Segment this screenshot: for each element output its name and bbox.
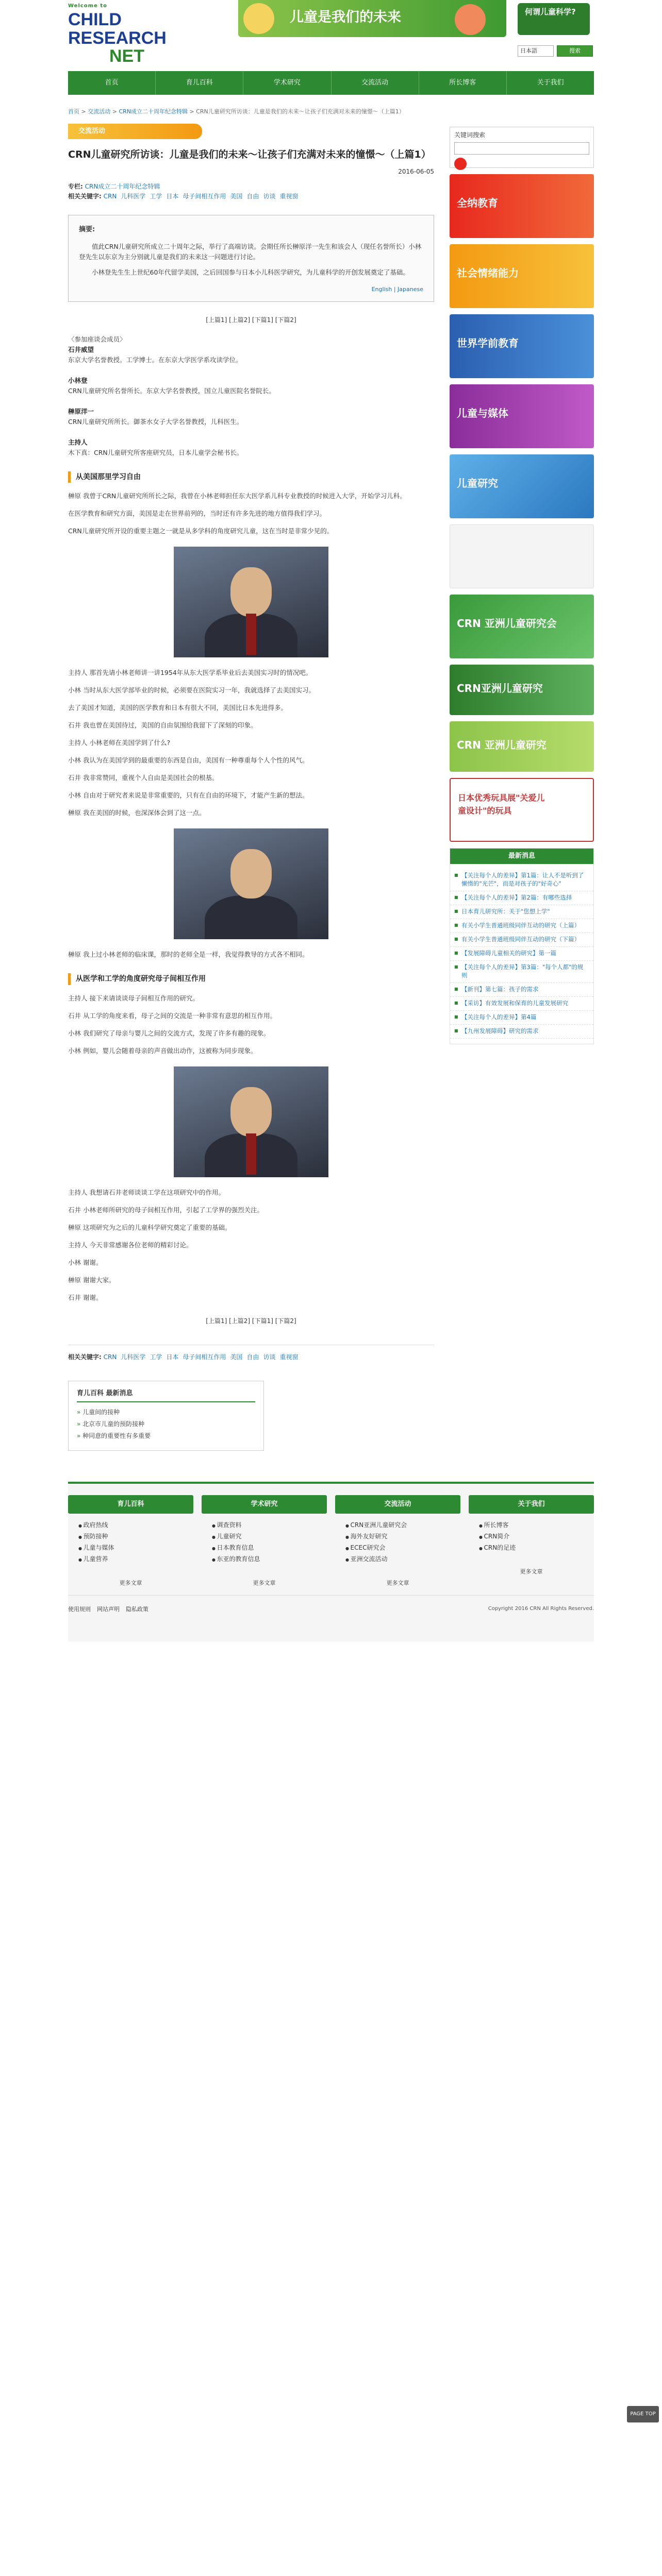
keyword-link[interactable]: 儿科医学 [121, 1353, 146, 1361]
keyword-link[interactable]: 美国 [230, 192, 243, 200]
breadcrumb-current: CRN儿童研究所访谈：儿童是我们的未来〜让孩子们充满对未来的憧憬〜（上篇1） [196, 108, 405, 115]
footer-more-link[interactable]: 更多文章 [386, 1580, 409, 1587]
keyword-link[interactable]: 访谈 [263, 192, 276, 200]
footer-bottom-link[interactable]: 使用规则 [68, 1605, 91, 1613]
latest-item[interactable]: ■ 【九州发展障碍】研究的需求 [450, 1025, 593, 1039]
special-link[interactable]: CRN成立二十周年纪念特辑 [85, 182, 160, 190]
participant-name: 石井威望 [68, 345, 94, 353]
banner-title: 儿童是我们的未来 [290, 9, 401, 25]
search-title: 关键词搜索 [454, 131, 486, 139]
interview-photo [174, 828, 328, 939]
article-paragraph: 主持人 今天非常感谢各位老师的精彩讨论。 [68, 1241, 193, 1249]
latest-item[interactable]: ■ 有关小学生普通班级同伴互动的研究（上篇） [450, 919, 593, 933]
language-links: English | Japanese [371, 285, 423, 293]
article-paragraph: 小林 当时从东大医学部毕业的时候，必须要在医院实习一年，我就选择了去美国实习。 [68, 686, 315, 694]
footer-link[interactable]: ● 儿童营养 [78, 1554, 193, 1565]
article-paragraph: 榊原 我曾于CRN儿童研究所所长之际，我曾在小林老师担任东大医学系儿科专业教授的时候进入大学，开始学习儿科。 [68, 492, 406, 500]
latest-item[interactable]: ■ 有关小学生普通班级同伴互动的研究（下篇） [450, 933, 593, 947]
participant-name: 小林登 [68, 376, 88, 384]
footer-bottom [68, 1595, 594, 1623]
footer-link[interactable]: ● 所长博客 [479, 1520, 594, 1531]
banner-crn-asia-2[interactable]: CRN亚洲儿童研究 [450, 665, 594, 715]
article-paragraph: 小林 自由对于研究者来说是非常重要的，只有在自由的环境下，才能产生新的想法。 [68, 791, 309, 800]
latest-item[interactable]: ■ 日本育儿研究所：关于"您想上学" [450, 905, 593, 919]
article-date: 2016-06-05 [398, 167, 434, 175]
footer-col-parenting [68, 1495, 193, 1588]
footer-bottom-link[interactable]: 网站声明 [97, 1605, 120, 1613]
footer-more-link[interactable]: 更多文章 [253, 1580, 276, 1587]
abstract-text: 值此CRN儿童研究所成立二十周年之际，举行了高端访谈。会期任所长榊原洋一先生和该会人（现任名誉所长）小林登先生以东京为主分别就儿童是我们的未来这一问题进行讨论。 [79, 242, 422, 261]
page-top-button[interactable]: PAGE TOP [627, 2406, 659, 2422]
footer-col-about [469, 1495, 594, 1588]
search-button[interactable]: 搜索 [557, 45, 593, 57]
keyword-link[interactable]: 儿科医学 [121, 192, 146, 200]
what-is-child-science-button[interactable]: 何谓儿童科学? [518, 3, 590, 35]
article-paragraph: 去了美国才知道，美国的医学教育和日本有很大不同，美国比日本先进得多。 [68, 704, 288, 712]
banner-children-research[interactable]: 儿童研究 [450, 454, 594, 518]
footer-link[interactable]: ● 海外友好研究 [345, 1531, 460, 1543]
breadcrumb-home[interactable]: 首页 [68, 108, 79, 115]
latest-news-box [68, 1381, 264, 1451]
keyword-link[interactable]: 重视窗 [279, 192, 299, 200]
article-pager[interactable]: [上篇1] [上篇2] [下篇1] [下篇2] [206, 316, 296, 324]
article-paragraph: 小林 我们研究了母亲与婴儿之间的交流方式，发现了许多有趣的现象。 [68, 1029, 270, 1037]
article-paragraph: 小林 谢谢。 [68, 1258, 103, 1266]
footer-link[interactable]: ● CRN简介 [479, 1531, 594, 1543]
article-paragraph: 榊原 我在美国的时候，也深深体会到了这一点。 [68, 809, 206, 817]
keyword-link[interactable]: 日本 [166, 192, 179, 200]
logo-child: CHILD [68, 10, 122, 29]
article-title: CRN儿童研究所访谈：儿童是我们的未来〜让孩子们充满对未来的憧憬〜（上篇1） [68, 148, 431, 160]
sidebar [450, 124, 594, 1451]
latest-item[interactable]: ■ 【关注每个人的差异】第1篇：让人不是听到了懒惰的"光芒"，而是对孩子的"好奇心" [450, 869, 593, 891]
banner-children-media[interactable]: 儿童与媒体 [450, 384, 594, 448]
footer-link[interactable]: ● 儿童与媒体 [78, 1543, 193, 1554]
article-paragraph: 主持人 那首先请小林老师讲一讲1954年从东大医学系毕业后去美国实习时的情况吧。 [68, 669, 312, 677]
keyword-link[interactable]: 工学 [150, 1353, 162, 1361]
latest-item[interactable]: ■ 【采访】有效发展和保育的儿童发展研究 [450, 997, 593, 1011]
banner-illustration[interactable] [450, 524, 594, 588]
header [68, 0, 594, 71]
logo-net: NET [109, 46, 144, 66]
article-paragraph: 石井 从工学的角度来看，母子之间的交流是一种非常有意思的相互作用。 [68, 1011, 276, 1020]
banner-social-emotional[interactable]: 社会情绪能力 [450, 244, 594, 308]
article-meta [68, 182, 434, 201]
latest-item[interactable]: ■ 【关注每个人的差异】第3篇："每个人都"的规则 [450, 961, 593, 983]
site-logo[interactable] [68, 2, 166, 64]
keyword-link[interactable]: CRN [103, 192, 117, 200]
latest-news-sidebar [450, 848, 594, 1044]
footer-link[interactable]: ● CRN的足迹 [479, 1543, 594, 1554]
article-paragraph: 小林 我认为在美国学到的最重要的东西是自由，美国有一种尊重每个人个性的风气。 [68, 756, 309, 765]
news-link[interactable]: » 北京市儿童的预防接种 [77, 1419, 255, 1429]
keyword-link[interactable]: 重视窗 [279, 1353, 299, 1361]
nav-blog[interactable]: 所长博客 [419, 71, 507, 95]
related-label: 相关关键字: [68, 1353, 102, 1361]
interview-photo [174, 547, 328, 657]
news-link[interactable]: » 种同意的重要性有多重要 [77, 1431, 255, 1441]
keyword-link[interactable]: 母子间相互作用 [183, 1353, 226, 1361]
banner-crn-asia[interactable]: CRN 亚洲儿童研究会 [450, 595, 594, 658]
keyword-link[interactable]: 访谈 [263, 1353, 276, 1361]
abstract-box [68, 215, 434, 301]
footer-col-title[interactable]: 育儿百科 [68, 1495, 193, 1514]
article-paragraph: 榊原 谢谢大家。 [68, 1276, 115, 1284]
participants-label: 〈参加座谈会成员〉 [68, 335, 126, 343]
footer-col-research [202, 1495, 327, 1588]
latest-item[interactable]: ■ 【新刊】第七篇：孩子的需求 [450, 983, 593, 997]
footer-col-title[interactable]: 关于我们 [469, 1495, 594, 1514]
weibo-icon[interactable] [454, 158, 467, 170]
participant-bio: 东京大学名誉教授。工学博士。在东京大学医学系攻读学位。 [68, 355, 242, 364]
keyword-link[interactable]: CRN [103, 1353, 117, 1361]
footer-link[interactable]: ● ECEC研究会 [345, 1543, 460, 1554]
footer-col-title[interactable]: 交流活动 [335, 1495, 460, 1514]
breadcrumb-special[interactable]: CRN成立二十周年纪念特辑 [119, 108, 188, 115]
footer-link[interactable]: ● 调查资料 [212, 1520, 327, 1531]
article-paragraph: 主持人 接下来请谈谈母子间相互作用的研究。 [68, 994, 199, 1002]
logo-research: RESEARCH [68, 28, 167, 48]
nav-parenting[interactable]: 育儿百科 [156, 71, 243, 95]
nav-research[interactable]: 学术研究 [243, 71, 331, 95]
article-paragraph: 石井 我也曾在美国待过，美国的自由氛围给我留下了深刻的印象。 [68, 721, 257, 730]
keywords-label: 相关关键字: [68, 192, 102, 200]
header-banner [238, 0, 506, 37]
keyword-search-box [450, 127, 594, 168]
article-pager-bottom[interactable]: [上篇1] [上篇2] [下篇1] [下篇2] [206, 1317, 296, 1325]
footer-bottom-link[interactable]: 隐私政策 [126, 1605, 148, 1613]
keyword-link[interactable]: 工学 [150, 192, 162, 200]
banner-inclusive-education[interactable]: 全纳教育 [450, 174, 594, 238]
page [68, 0, 594, 1641]
logo-welcome: Welcome to [68, 3, 108, 9]
footer [68, 1482, 594, 1641]
keyword-link[interactable]: 自由 [246, 192, 259, 200]
breadcrumb: 首页 > 交流活动 > CRN成立二十周年纪念特辑 > CRN儿童研究所访谈：儿童是我们的未来〜让孩子们充满对未来的憧憬〜（上篇1） [68, 108, 405, 115]
nav-about[interactable]: 关于我们 [537, 79, 564, 87]
banner-world-preschool[interactable]: 世界学前教育 [450, 314, 594, 378]
language-select[interactable]: 日本語 [518, 45, 554, 57]
article-paragraph: 在医学教育和研究方面，美国是走在世界前列的，当时还有许多先进的地方值得我们学习。 [68, 510, 326, 518]
article-paragraph: 石井 小林老师所研究的母子间相互作用，引起了工学界的强烈关注。 [68, 1206, 263, 1214]
english-link[interactable]: English [371, 285, 392, 293]
footer-more-link[interactable]: 更多文章 [119, 1580, 142, 1587]
footer-link[interactable]: ● 亚洲交流活动 [345, 1554, 460, 1565]
article-paragraph: 石井 谢谢。 [68, 1293, 103, 1301]
related-keywords [68, 1345, 434, 1362]
keyword-link[interactable]: 母子间相互作用 [183, 192, 226, 200]
latest-news-title: 育儿百科 最新消息 [77, 1388, 255, 1402]
copyright: Copyright 2016 CRN All Rights Reserved. [488, 1605, 594, 1612]
participant-bio: CRN儿童研究所所长。御茶水女子大学名誉教授，儿科医生。 [68, 417, 243, 426]
footer-link[interactable]: ● 儿童研究 [212, 1531, 327, 1543]
banner-good-toys[interactable]: 日本优秀玩具展"关爱儿童设计"的玩具 [450, 778, 594, 842]
abstract-text: 小林登先生生上世纪60年代留学美国，之后回国参与日本小儿科医学研究，为儿童科学的开创发展奠定了基础。 [92, 268, 409, 276]
japanese-link[interactable]: Japanese [398, 285, 423, 293]
participants [68, 334, 434, 458]
nav-home[interactable]: 首页 [68, 71, 156, 95]
footer-link[interactable]: ● CRN亚洲儿童研究会 [345, 1520, 460, 1531]
section-tag: 交流活动 [68, 124, 202, 139]
abstract-title: 摘要: [79, 226, 95, 234]
banner-crn-asia-3[interactable]: CRN 亚洲儿童研究 [450, 721, 594, 772]
article-paragraph: 主持人 小林老师在美国学到了什么? [68, 739, 171, 747]
footer-link[interactable]: ● 日本教育信息 [212, 1543, 327, 1554]
main-content [68, 124, 434, 1451]
article-paragraph: 石井 我非常赞同，重视个人自由是美国社会的根基。 [68, 774, 219, 782]
special-label: 专栏: [68, 182, 83, 190]
article-paragraph: 主持人 我想请石井老师谈谈工学在这项研究中的作用。 [68, 1188, 225, 1196]
latest-item[interactable]: ■ 【关注每个人的差异】第4篇 [450, 1011, 593, 1025]
article-paragraph: 榊原 我上过小林老师的临床课，那时的老师全是一样，我觉得教导的方式各不相同。 [68, 951, 309, 959]
child-illustration [243, 3, 274, 34]
footer-col-exchange [335, 1495, 460, 1588]
keyword-search-input[interactable] [454, 142, 589, 155]
participant-bio: 木下真：CRN儿童研究所客座研究员，日本儿童学会秘书长。 [68, 448, 243, 456]
main-nav [68, 71, 594, 95]
section-heading: 从美国那里学习自由 [68, 471, 434, 483]
interview-photo [174, 1066, 328, 1177]
footer-link[interactable]: ● 东亚的教育信息 [212, 1554, 327, 1565]
keyword-link[interactable]: 自由 [246, 1353, 259, 1361]
news-link[interactable]: » 儿童间的接种 [77, 1408, 255, 1417]
child-illustration-2 [455, 4, 486, 35]
participant-name: 主持人 [68, 438, 88, 446]
nav-exchange[interactable]: 交流活动 [332, 71, 419, 95]
keyword-link[interactable]: 美国 [230, 1353, 243, 1361]
section-heading: 从医学和工学的角度研究母子间相互作用 [68, 973, 434, 985]
participant-bio: CRN儿童研究所名誉所长。东京大学名誉教授，国立儿童医院名誉院长。 [68, 386, 275, 395]
article-paragraph: CRN儿童研究所开设的重要主题之一就是从多学科的角度研究儿童，这在当时是非常少见的。 [68, 527, 334, 535]
article-paragraph: 小林 例如，婴儿会随着母亲的声音做出动作，这被称为同步现象。 [68, 1046, 257, 1055]
latest-title: 最新消息 [450, 849, 593, 864]
breadcrumb-exchange[interactable]: 交流活动 [88, 108, 111, 115]
footer-link[interactable]: ● 预防接种 [78, 1531, 193, 1543]
article-paragraph: 榊原 这项研究为之后的儿童科学研究奠定了重要的基础。 [68, 1223, 231, 1231]
latest-item[interactable]: ■ 【发展障碍儿童相关的研究】第一篇 [450, 947, 593, 961]
footer-link[interactable]: ● 政府热线 [78, 1520, 193, 1531]
footer-col-title[interactable]: 学术研究 [202, 1495, 327, 1514]
participant-name: 榊原洋一 [68, 407, 94, 415]
keyword-link[interactable]: 日本 [166, 1353, 179, 1361]
footer-more-link[interactable]: 更多文章 [520, 1568, 543, 1575]
latest-item[interactable]: ■ 【关注每个人的差异】第2篇：有哪些选择 [450, 891, 593, 905]
